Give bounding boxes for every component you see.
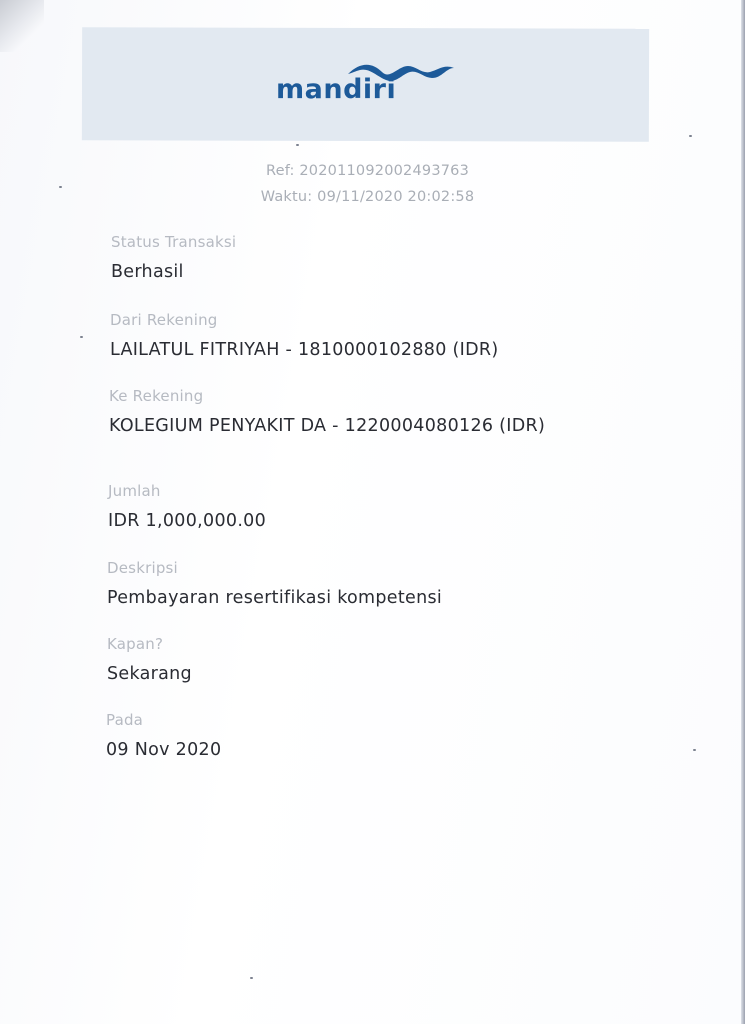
field-date [106, 710, 626, 760]
scan-speck [296, 144, 299, 146]
when-value: Sekarang [107, 664, 192, 684]
reference-number: Ref: 202011092002493763 [265, 163, 470, 179]
to-account-label: Ke Rekening [109, 387, 204, 405]
field-from-account [110, 310, 630, 360]
when-label: Kapan? [107, 635, 164, 653]
scan-speck [250, 977, 253, 979]
reference-block [200, 158, 535, 210]
scan-speck [693, 749, 696, 751]
status-label: Status Transaksi [111, 233, 237, 251]
field-to-account [109, 386, 609, 436]
amount-value: IDR 1,000,000.00 [108, 511, 267, 531]
date-label: Pada [106, 711, 144, 729]
date-value: 09 Nov 2020 [106, 740, 222, 760]
from-account-value: LAILATUL FITRIYAH - 1810000102880 (IDR) [110, 340, 499, 360]
status-value: Berhasil [111, 262, 184, 282]
field-amount [108, 481, 628, 531]
logo-wordmark: mandiri [276, 74, 397, 105]
scan-speck [80, 336, 83, 338]
to-account-value: KOLEGIUM PENYAKIT DA - 1220004080126 (IDR) [109, 416, 546, 436]
from-account-label: Dari Rekening [110, 311, 218, 329]
description-value: Pembayaran resertifikasi kompetensi [107, 588, 443, 608]
scan-speck [689, 135, 692, 137]
amount-label: Jumlah [108, 482, 161, 500]
description-label: Deskripsi [107, 559, 178, 577]
page-corner-fold [0, 0, 44, 52]
field-status [111, 232, 631, 282]
transaction-time: Waktu: 09/11/2020 20:02:58 [260, 189, 475, 205]
mandiri-logo [274, 60, 464, 110]
field-description [107, 558, 627, 608]
scan-speck [59, 186, 62, 188]
field-when [107, 634, 627, 684]
